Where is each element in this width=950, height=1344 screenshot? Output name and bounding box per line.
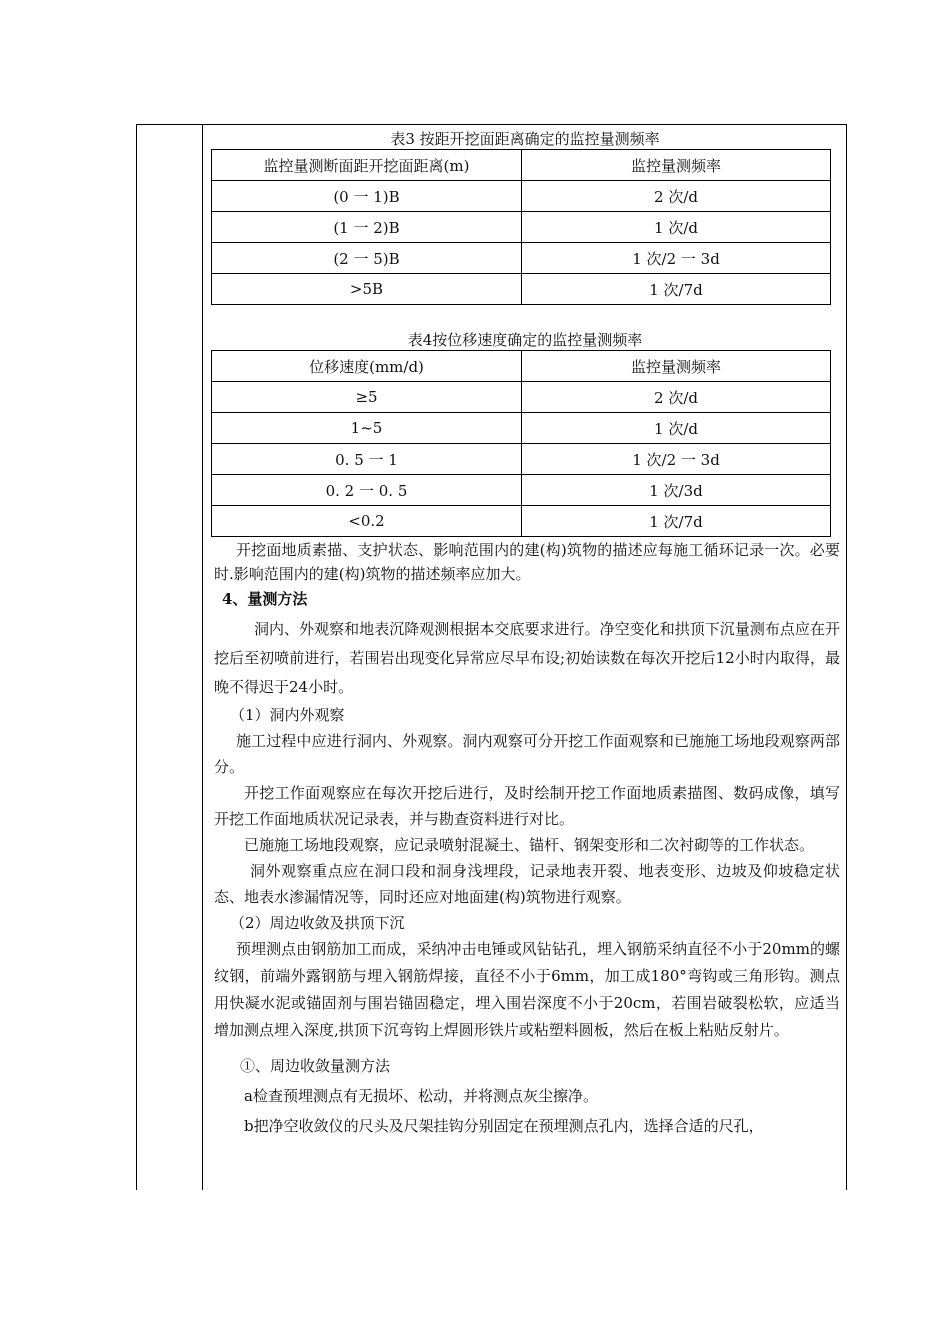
table-row bbox=[212, 212, 831, 243]
table3-cell: 1 次/7d bbox=[522, 274, 831, 305]
paragraph-observation-3: 已施施工场地段观察，应记录喷射混凝土、锚杆、钢架变形和二次衬砌等的工作状态。 bbox=[244, 836, 815, 854]
paragraph-method: 洞内、外观察和地表沉降观测根据本交底要求进行。净空变化和拱顶下沉量测布点应在开挖后至初喷前进行，若围岩出现变化异常应尽早布设;初始读数在每次开挖后12小时内取得，最晚不得迟于24小时。 bbox=[214, 620, 840, 696]
table-row bbox=[212, 351, 831, 382]
paragraph-geology: 开挖面地质素描、支护状态、影响范围内的建(构)筑物的描述应每施工循环记录一次。必要时.影响范围内的建(构)筑物的描述频率应加大。 bbox=[214, 541, 840, 583]
subsection-convergence-method: ①、周边收敛量测方法 bbox=[240, 1057, 391, 1075]
table-row bbox=[212, 382, 831, 413]
table4-cell: 2 次/d bbox=[522, 382, 831, 413]
table4-cell: 0. 5 一 1 bbox=[212, 444, 522, 475]
paragraph-observation-1: 施工过程中应进行洞内、外观察。洞内观察可分开挖工作面观察和已施施工场地段观察两部分。 bbox=[214, 732, 840, 776]
table4-header-speed: 位移速度(mm/d) bbox=[212, 351, 522, 382]
table-row bbox=[212, 475, 831, 506]
table3-cell: (0 一 1)B bbox=[212, 181, 522, 212]
table-row bbox=[212, 413, 831, 444]
table3-cell: 1 次/d bbox=[522, 212, 831, 243]
table3-header-distance: 监控量测断面距开挖面距离(m) bbox=[212, 150, 522, 181]
subsection-convergence: （2）周边收敛及拱顶下沉 bbox=[230, 914, 405, 932]
table-row bbox=[212, 243, 831, 274]
subsection-observation: （1）洞内外观察 bbox=[230, 706, 345, 724]
table4-cell: 0. 2 一 0. 5 bbox=[212, 475, 522, 506]
table4-header-frequency: 监控量测频率 bbox=[522, 351, 831, 382]
table4-cell: 1~5 bbox=[212, 413, 522, 444]
table3-header-frequency: 监控量测频率 bbox=[522, 150, 831, 181]
table4-cell: ≥5 bbox=[212, 382, 522, 413]
table4-cell: 1 次/2 一 3d bbox=[522, 444, 831, 475]
paragraph-measure-point: 预埋测点由钢筋加工而成，采纳冲击电锤或风钻钻孔，埋入钢筋采纳直径不小于20mm的螺纹钢，前端外露钢筋与埋入钢筋焊接，直径不小于6mm，加工成180°弯钩或三角形钩。测点用快凝水泥或锚固剂与围岩锚固稳定，埋入围岩深度不小于20cm，若围岩破裂松软，应适当增加测点埋入深度,拱顶下沉弯钩上焊圆形铁片或粘塑料圆板，然后在板上粘贴反射片。 bbox=[214, 940, 840, 1039]
content-cell bbox=[204, 125, 846, 1190]
table3-cell: >5B bbox=[212, 274, 522, 305]
section-heading-method: 4、量测方法 bbox=[222, 590, 308, 608]
table4-caption: 表4按位移速度确定的监控量测频率 bbox=[407, 331, 643, 349]
table3-caption: 表3 按距开挖面距离确定的监控量测频率 bbox=[390, 130, 660, 148]
paragraph-observation-4: 洞外观察重点应在洞口段和洞身浅埋段，记录地表开裂、地表变形、边坡及仰坡稳定状态、地表水渗漏情况等，同时还应对地面建(构)筑物进行观察。 bbox=[214, 862, 840, 906]
table3-cell: (2 一 5)B bbox=[212, 243, 522, 274]
step-a: a检查预埋测点有无损坏、松动，并将测点灰尘擦净。 bbox=[244, 1087, 598, 1105]
table4-cell: 1 次/3d bbox=[522, 475, 831, 506]
table3 bbox=[211, 149, 831, 305]
step-b: b把净空收敛仪的尺头及尺架挂钩分别固定在预埋测点孔内，选择合适的尺孔， bbox=[244, 1117, 764, 1135]
table3-cell: 2 次/d bbox=[522, 181, 831, 212]
table4-cell: 1 次/7d bbox=[522, 506, 831, 537]
table-row bbox=[212, 506, 831, 537]
table4 bbox=[211, 350, 831, 537]
table3-cell: 1 次/2 一 3d bbox=[522, 243, 831, 274]
paragraph-observation-2: 开挖工作面观察应在每次开挖后进行，及时绘制开挖工作面地质素描图、数码成像，填写开挖工作面地质状况记录表，并与勘查资料进行对比。 bbox=[214, 784, 840, 828]
form-frame bbox=[136, 124, 847, 1190]
table4-cell: <0.2 bbox=[212, 506, 522, 537]
table-row bbox=[212, 274, 831, 305]
table-row bbox=[212, 181, 831, 212]
table-row bbox=[212, 150, 831, 181]
table4-cell: 1 次/d bbox=[522, 413, 831, 444]
table-row bbox=[212, 444, 831, 475]
table3-cell: (1 一 2)B bbox=[212, 212, 522, 243]
left-label-column bbox=[137, 125, 203, 1190]
